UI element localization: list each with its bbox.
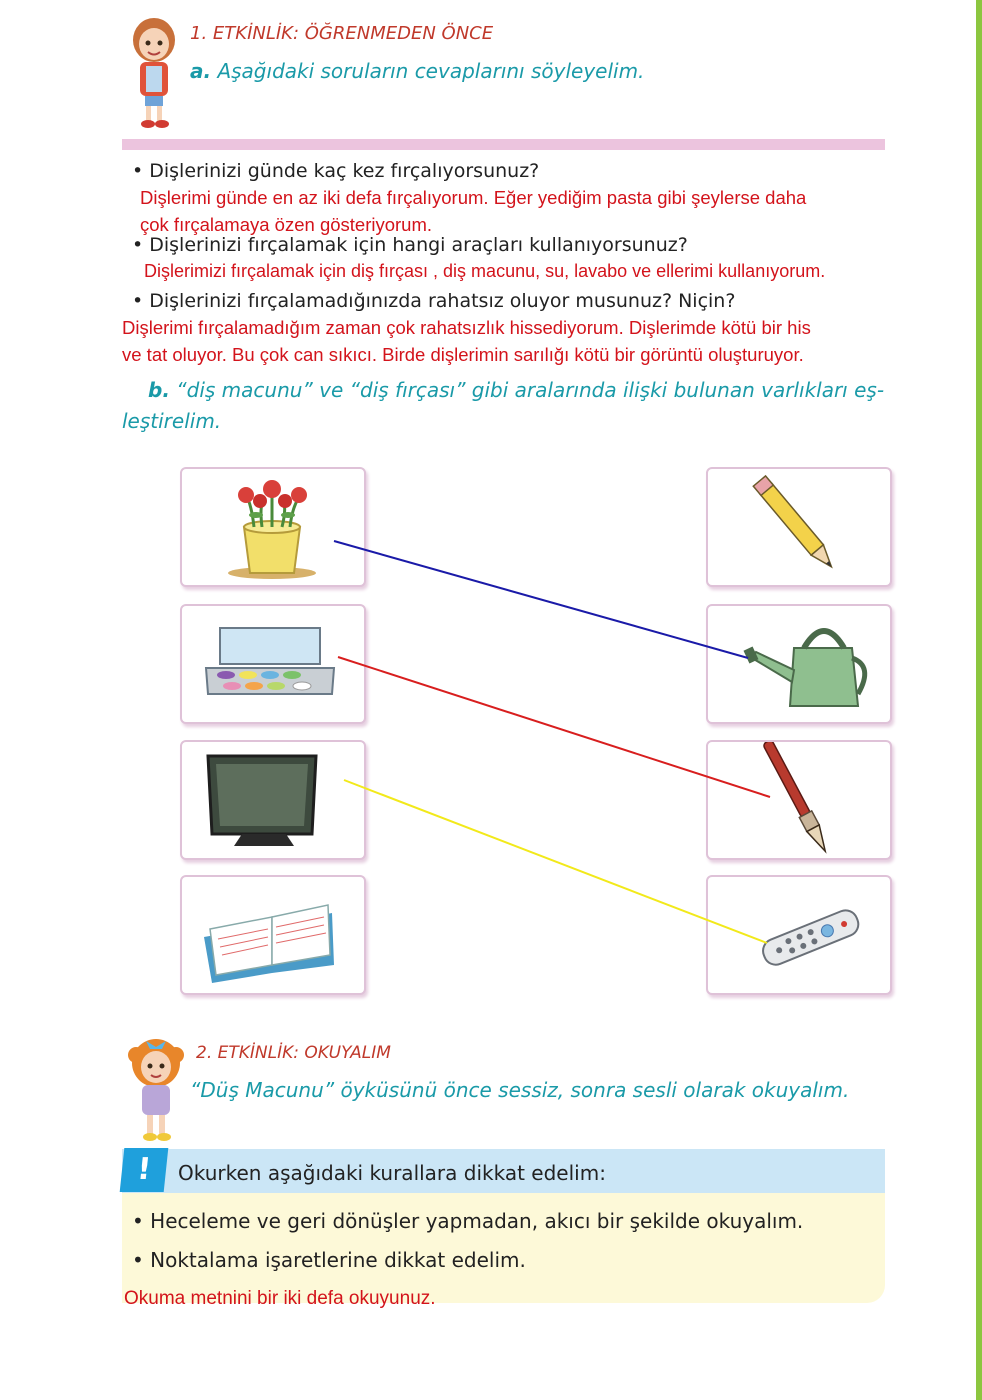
part-b-instruction-line-2: leştirelim. xyxy=(122,409,222,433)
section2-title: 2. ETKİNLİK: OKUYALIM xyxy=(196,1043,391,1063)
section-divider xyxy=(122,139,885,150)
section2-subtitle: “Düş Macunu” öyküsünü önce sessiz, sonra sesli olarak okuyalım. xyxy=(190,1078,850,1102)
card-open-notebook[interactable] xyxy=(180,875,366,995)
girl-mascot-illustration xyxy=(120,12,190,130)
answer-1-line-2: çok fırçalamaya özen gösteriyorum. xyxy=(140,214,433,235)
match-line-flower-pot-watering-can xyxy=(334,541,748,658)
curly-girl-mascot-illustration xyxy=(122,1033,192,1145)
match-line-television-tv-remote xyxy=(344,780,767,943)
rule-2: • Noktalama işaretlerine dikkat edelim. xyxy=(132,1248,526,1272)
card-paint-brush[interactable] xyxy=(706,740,892,860)
card-flower-pot[interactable] xyxy=(180,467,366,587)
card-watercolor-palette[interactable] xyxy=(180,604,366,724)
open-notebook-icon xyxy=(204,905,334,983)
answer-3-line-1: Dişlerimi fırçalamadığım zaman çok rahatsızlık hissediyorum. Dişlerimde kötü bir his xyxy=(122,317,811,338)
rule-1: • Heceleme ve geri dönüşler yapmadan, akıcı bir şekilde okuyalım. xyxy=(132,1209,804,1233)
exclamation-icon: ! xyxy=(120,1148,169,1192)
card-tv-remote[interactable] xyxy=(706,875,892,995)
watering-can-icon xyxy=(744,631,865,706)
paint-brush-icon xyxy=(761,742,832,854)
part-a-label: a. xyxy=(190,59,212,83)
part-a-text: Aşağıdaki soruların cevaplarını söyleyelim. xyxy=(217,59,645,83)
answer-3-line-2: ve tat oluyor. Bu çok can sıkıcı. Birde dişlerimin sarılığı kötü bir görüntü oluşturuyor. xyxy=(122,344,804,365)
part-b-instruction-line-1 xyxy=(148,378,884,402)
part-b-label: b. xyxy=(148,378,170,402)
card-watering-can[interactable] xyxy=(706,604,892,724)
section1-title: 1. ETKİNLİK: ÖĞRENMEDEN ÖNCE xyxy=(190,23,494,44)
television-icon xyxy=(208,756,316,846)
tv-remote-icon xyxy=(759,907,861,969)
part-b-text: “diş macunu” ve “diş fırçası” gibi aralarında ilişki bulunan varlıkları eş- xyxy=(176,378,885,402)
page-edge-stripe xyxy=(976,0,982,1400)
card-television[interactable] xyxy=(180,740,366,860)
question-2: • Dişlerinizi fırçalamak için hangi araçları kullanıyorsunuz? xyxy=(132,234,688,256)
answer-1-line-1: Dişlerimi günde en az iki defa fırçalıyorum. Eğer yediğim pasta gibi şeylerse daha xyxy=(140,187,807,208)
info-box-heading: Okurken aşağıdaki kurallara dikkat edelim: xyxy=(178,1161,606,1185)
flower-pot-icon xyxy=(228,480,316,579)
question-1: • Dişlerinizi günde kaç kez fırçalıyorsunuz? xyxy=(132,160,540,182)
card-pencil[interactable] xyxy=(706,467,892,587)
part-a-instruction xyxy=(190,59,644,83)
pencil-icon xyxy=(753,476,837,572)
reading-note: Okuma metnini bir iki defa okuyunuz. xyxy=(124,1288,436,1309)
watercolor-palette-icon xyxy=(206,628,334,694)
question-3: • Dişlerinizi fırçalamadığınızda rahatsız oluyor musunuz? Niçin? xyxy=(132,290,736,312)
answer-2-line-1: Dişlerimizi fırçalamak için diş fırçası , diş macunu, su, lavabo ve ellerimi kullanıyorum. xyxy=(144,261,826,281)
